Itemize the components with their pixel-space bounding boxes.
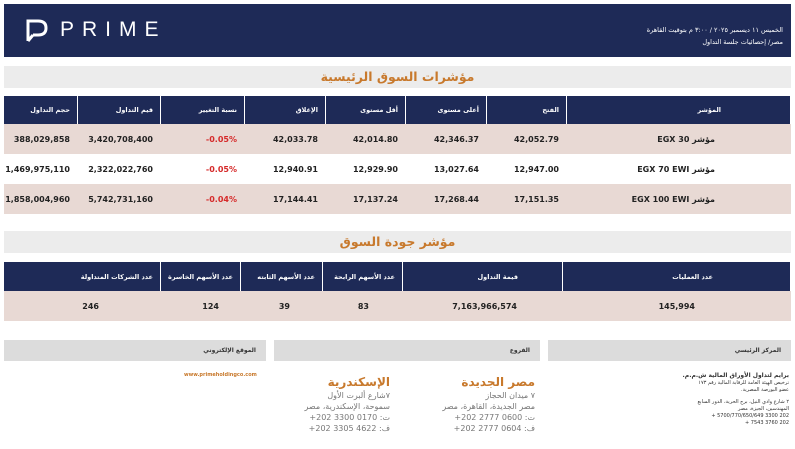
trade-value-cell: 7,163,966,574 xyxy=(403,291,563,321)
volume-cell: 1,858,004,960 xyxy=(4,184,78,214)
table-row xyxy=(4,184,791,214)
header-info xyxy=(647,24,783,48)
volume-cell: 1,469,975,110 xyxy=(4,154,78,184)
session-date: الخميس ١١ ديسمبر ٢٠٢٥ / ٣:٠٠ م بتوقيت القاهرة xyxy=(646,26,783,34)
table-row xyxy=(4,124,791,154)
change-cell: -0.05% xyxy=(161,154,245,184)
heliopolis-branch xyxy=(415,374,535,434)
high-cell: 13,027.64 xyxy=(406,154,487,184)
heliopolis-street: ٧ ميدان الحجاز xyxy=(485,391,535,400)
indices-table xyxy=(4,96,791,214)
quality-section-title-bar xyxy=(4,231,791,253)
col-low: أقل مستوى xyxy=(326,96,406,124)
change-cell: -0.05% xyxy=(161,124,245,154)
low-cell: 17,137.24 xyxy=(326,184,406,214)
header-banner xyxy=(4,4,791,57)
low-cell: 42,014.80 xyxy=(326,124,406,154)
heliopolis-city: مصر الجديدة xyxy=(461,375,535,389)
col-close: الإغلاق xyxy=(245,96,326,124)
hq-company: برايم لتداول الأوراق المالية ش.م.م. xyxy=(682,372,789,379)
alex-street: ٧شارع ألبرت الأول xyxy=(327,391,390,400)
alex-area: سموحة، الإسكندرية، مصر xyxy=(304,402,390,411)
heliopolis-fax: ف: 0604 2777 202+ xyxy=(453,424,535,433)
hq-address-line2: المهندسين، الجيزة، مصر xyxy=(738,406,789,412)
col-unchanged: عدد الأسهم الثابته xyxy=(241,262,323,291)
value-cell: 2,322,022,760 xyxy=(78,154,161,184)
index-name-cell: مؤشر EGX 70 EWI xyxy=(567,154,791,184)
hq-address xyxy=(679,371,789,427)
col-open: الفتح xyxy=(487,96,567,124)
col-value: قيم التداول xyxy=(78,96,161,124)
value-cell: 3,420,708,400 xyxy=(78,124,161,154)
hq-heading: المركز الرئيسي xyxy=(548,340,791,361)
alex-fax: ف: 4622 3305 202+ xyxy=(308,424,390,433)
col-companies-traded: عدد الشركات المتداولة xyxy=(4,262,161,291)
close-cell: 42,033.78 xyxy=(245,124,326,154)
website-heading: الموقع الإلكتروني xyxy=(4,340,266,361)
col-change: نسبة التغيير xyxy=(161,96,245,124)
col-losers: عدد الأسهم الخاسرة xyxy=(161,262,241,291)
heliopolis-area: مصر الجديدة، القاهرة، مصر xyxy=(442,402,535,411)
indices-section-title-bar xyxy=(4,66,791,88)
close-cell: 12,940.91 xyxy=(245,154,326,184)
col-volume: حجم التداول xyxy=(4,96,78,124)
table-row xyxy=(4,154,791,184)
branches-heading: الفروع xyxy=(274,340,540,361)
losers-cell: 124 xyxy=(161,291,241,321)
index-name-cell: مؤشر EGX 30 xyxy=(567,124,791,154)
hq-fax: 202 3760 7543 + xyxy=(745,420,789,426)
close-cell: 17,144.41 xyxy=(245,184,326,214)
col-gainers: عدد الأسهم الرابحة xyxy=(323,262,403,291)
quality-header-row xyxy=(4,262,791,291)
website-link[interactable]: www.primeholdingco.com xyxy=(184,372,257,378)
table-row xyxy=(4,291,791,321)
indices-header-row xyxy=(4,96,791,124)
quality-table xyxy=(4,262,791,321)
hq-address-line1: ٢ شارع وادي النيل، برج الحرية، الدور السابع xyxy=(697,399,789,405)
value-cell: 5,742,731,160 xyxy=(78,184,161,214)
open-cell: 12,947.00 xyxy=(487,154,567,184)
open-cell: 17,151.35 xyxy=(487,184,567,214)
alex-city: الإسكندرية xyxy=(327,375,390,389)
high-cell: 42,346.37 xyxy=(406,124,487,154)
alex-branch xyxy=(270,374,390,434)
brand-logo xyxy=(24,17,167,43)
index-name-cell: مؤشر EGX 100 EWI xyxy=(567,184,791,214)
alex-tel: ت: 0170 3300 202+ xyxy=(309,413,390,422)
hq-license: ترخيص الهيئة العامة للرقابة المالية رقم ١٧٣ xyxy=(698,380,789,386)
session-subtitle: مصر/ إحصائيات جلسة التداول xyxy=(702,38,783,46)
indices-section-title: مؤشرات السوق الرئيسية xyxy=(320,69,475,84)
prime-logo-icon xyxy=(24,17,50,43)
transactions-cell: 145,994 xyxy=(563,291,791,321)
col-index: المؤشر xyxy=(567,96,791,124)
high-cell: 17,268.44 xyxy=(406,184,487,214)
quality-section-title: مؤشر جودة السوق xyxy=(339,234,456,249)
unchanged-cell: 39 xyxy=(241,291,323,321)
low-cell: 12,929.90 xyxy=(326,154,406,184)
col-transactions: عدد العمليات xyxy=(563,262,791,291)
hq-member: عضو البورصة المصرية. xyxy=(741,387,789,393)
heliopolis-tel: ت: 0600 2777 202+ xyxy=(454,413,535,422)
change-cell: -0.04% xyxy=(161,184,245,214)
companies-traded-cell: 246 xyxy=(4,291,161,321)
brand-name: PRIME xyxy=(60,18,167,41)
gainers-cell: 83 xyxy=(323,291,403,321)
hq-tel: 202 3300 5700/770/650/649 + xyxy=(711,413,789,419)
col-trade-value: قيمة التداول xyxy=(403,262,563,291)
col-high: أعلى مستوى xyxy=(406,96,487,124)
volume-cell: 388,029,858 xyxy=(4,124,78,154)
open-cell: 42,052.79 xyxy=(487,124,567,154)
